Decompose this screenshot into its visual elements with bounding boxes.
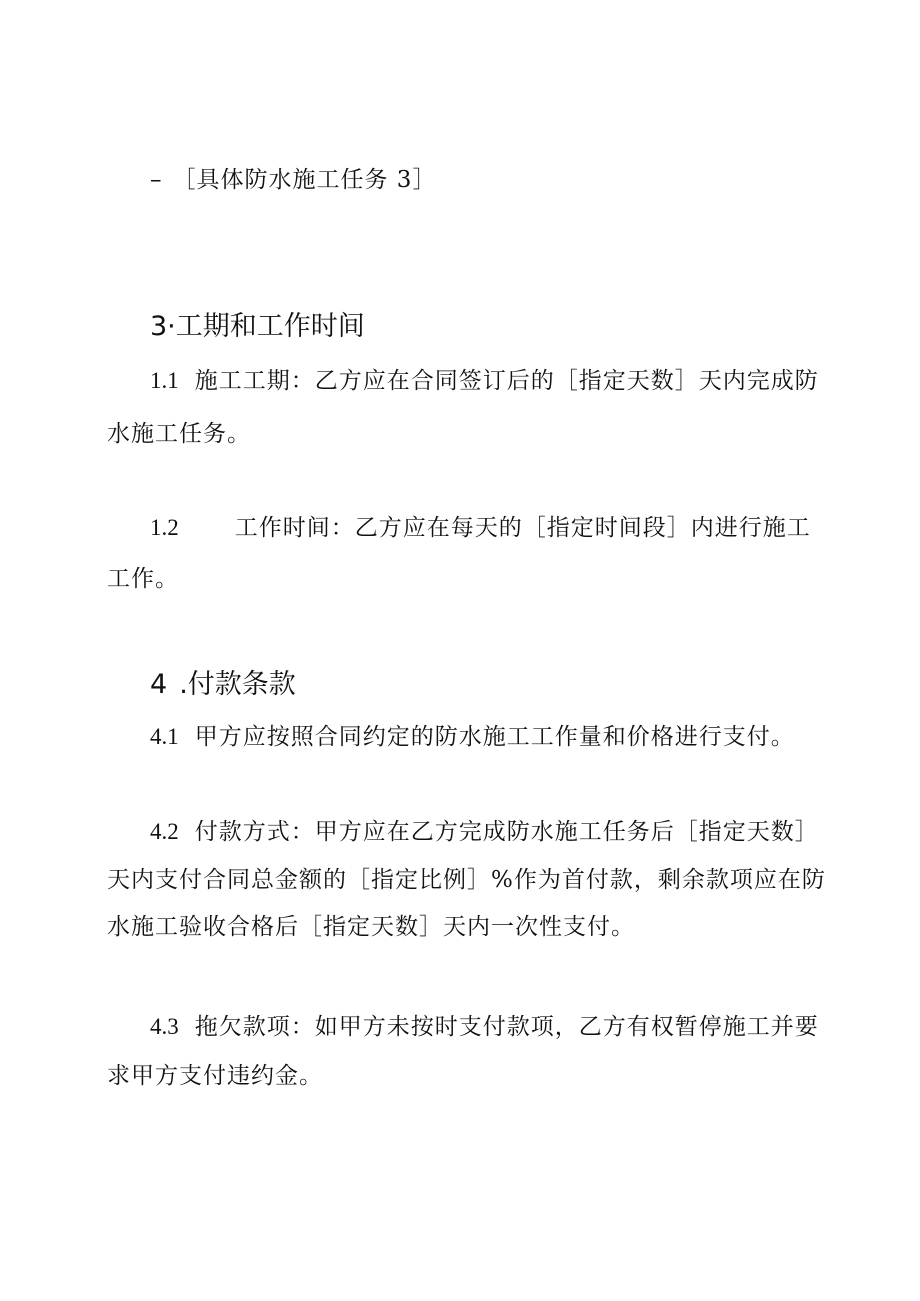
section-4-heading bbox=[150, 668, 296, 702]
clause-4-2-line-1 bbox=[150, 817, 819, 847]
clause-1-1-text: 施工工期：乙方应在合同签订后的［指定天数］天内完成防 bbox=[194, 368, 819, 394]
clause-4-1-line-1 bbox=[150, 722, 795, 752]
clause-1-2-text-cont: 工作。 bbox=[107, 566, 179, 592]
clause-1-2-line-2 bbox=[107, 564, 179, 594]
clause-4-2-number: 4.2 bbox=[150, 819, 179, 844]
clause-1-2-text: 工作时间：乙方应在每天的［指定时间段］内进行施工 bbox=[234, 515, 811, 541]
clause-4-1-text: 甲方应按照合同约定的防水施工工作量和价格进行支付。 bbox=[194, 724, 795, 750]
clause-4-3-text: 拖欠款项：如甲方未按时支付款项，乙方有权暂停施工并要 bbox=[194, 1014, 819, 1040]
bullet-item bbox=[150, 165, 436, 195]
clause-4-3-line-2 bbox=[107, 1061, 323, 1091]
clause-4-3-line-1 bbox=[150, 1012, 819, 1042]
section-3-heading bbox=[150, 310, 365, 344]
clause-1-2-number: 1.2 bbox=[150, 515, 179, 540]
clause-4-1-number: 4.1 bbox=[150, 724, 179, 749]
section-3-title: 工期和工作时间 bbox=[175, 311, 365, 342]
section-4-number: 4 bbox=[150, 669, 168, 700]
clause-1-2-line-1 bbox=[150, 513, 811, 543]
clause-1-1-line-1 bbox=[150, 366, 819, 396]
clause-1-1-number: 1.1 bbox=[150, 368, 179, 393]
clause-4-2-text-cont-1: 天内支付合同总金额的［指定比例］%作为首付款，剩余款项应在防 bbox=[107, 867, 826, 893]
clause-1-1-text-cont: 水施工任务。 bbox=[107, 421, 251, 447]
bullet-text: ［具体防水施工任务 3］ bbox=[172, 167, 437, 193]
clause-4-3-text-cont: 求甲方支付违约金。 bbox=[107, 1063, 323, 1089]
clause-4-3-number: 4.3 bbox=[150, 1014, 179, 1039]
bullet-marker: – bbox=[150, 167, 163, 193]
clause-4-2-text: 付款方式：甲方应在乙方完成防水施工任务后［指定天数］ bbox=[194, 819, 819, 845]
section-4-title: .付款条款 bbox=[179, 669, 296, 700]
clause-4-2-line-3 bbox=[107, 912, 635, 942]
clause-1-1-line-2 bbox=[107, 419, 251, 449]
clause-4-2-text-cont-2: 水施工验收合格后［指定天数］天内一次性支付。 bbox=[107, 914, 635, 940]
clause-4-2-line-2 bbox=[107, 865, 826, 895]
section-3-number: 3· bbox=[150, 311, 176, 342]
